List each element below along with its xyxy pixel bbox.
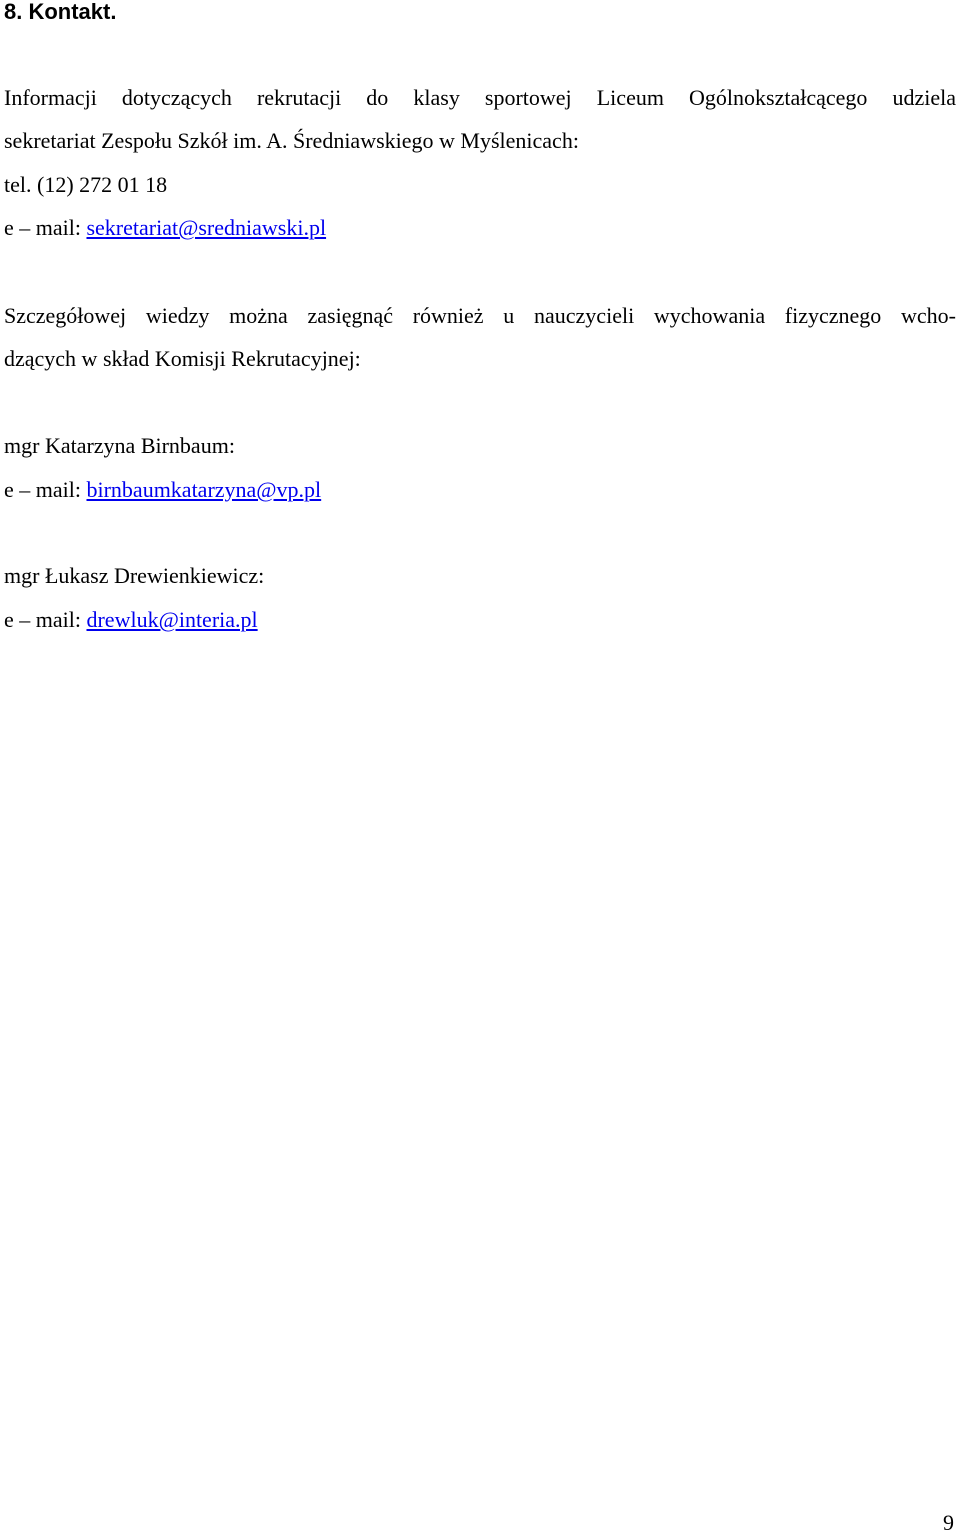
contact-name-drewienkiewicz: mgr Łukasz Drewienkiewicz: [4,563,265,588]
page-number: 9 [943,1510,954,1535]
secretariat-intro-line-1: Informacji dotyczących rekrutacji do klasy sportowej Liceum Ogólnokształcącego udziela [4,85,956,110]
details-line-2: dzących w skład Komisji Rekrutacyjnej: [4,346,361,371]
contact-email-link-drewienkiewicz[interactable]: drewluk@interia.pl [86,607,258,632]
secretariat-email-label: e – mail: [4,215,87,240]
secretariat-phone: tel. (12) 272 01 18 [4,172,168,197]
contact-email-row-birnbaum [4,476,321,504]
contact-email-label: e – mail: [4,607,87,632]
secretariat-email-link[interactable]: sekretariat@sredniawski.pl [86,215,327,240]
details-line-1: Szczegółowej wiedzy można zasięgnąć również u nauczycieli wychowania fizycznego wcho- [4,303,956,328]
contact-email-link-birnbaum[interactable]: birnbaumkatarzyna@vp.pl [86,477,322,502]
secretariat-intro-line-2: sekretariat Zespołu Szkół im. A. Średniawskiego w Myślenicach: [4,128,579,153]
contact-name-birnbaum: mgr Katarzyna Birnbaum: [4,433,235,458]
contact-email-row-drewienkiewicz [4,606,258,634]
contact-email-label: e – mail: [4,477,87,502]
secretariat-email-row [4,214,326,242]
section-title: 8. Kontakt. [4,0,117,24]
